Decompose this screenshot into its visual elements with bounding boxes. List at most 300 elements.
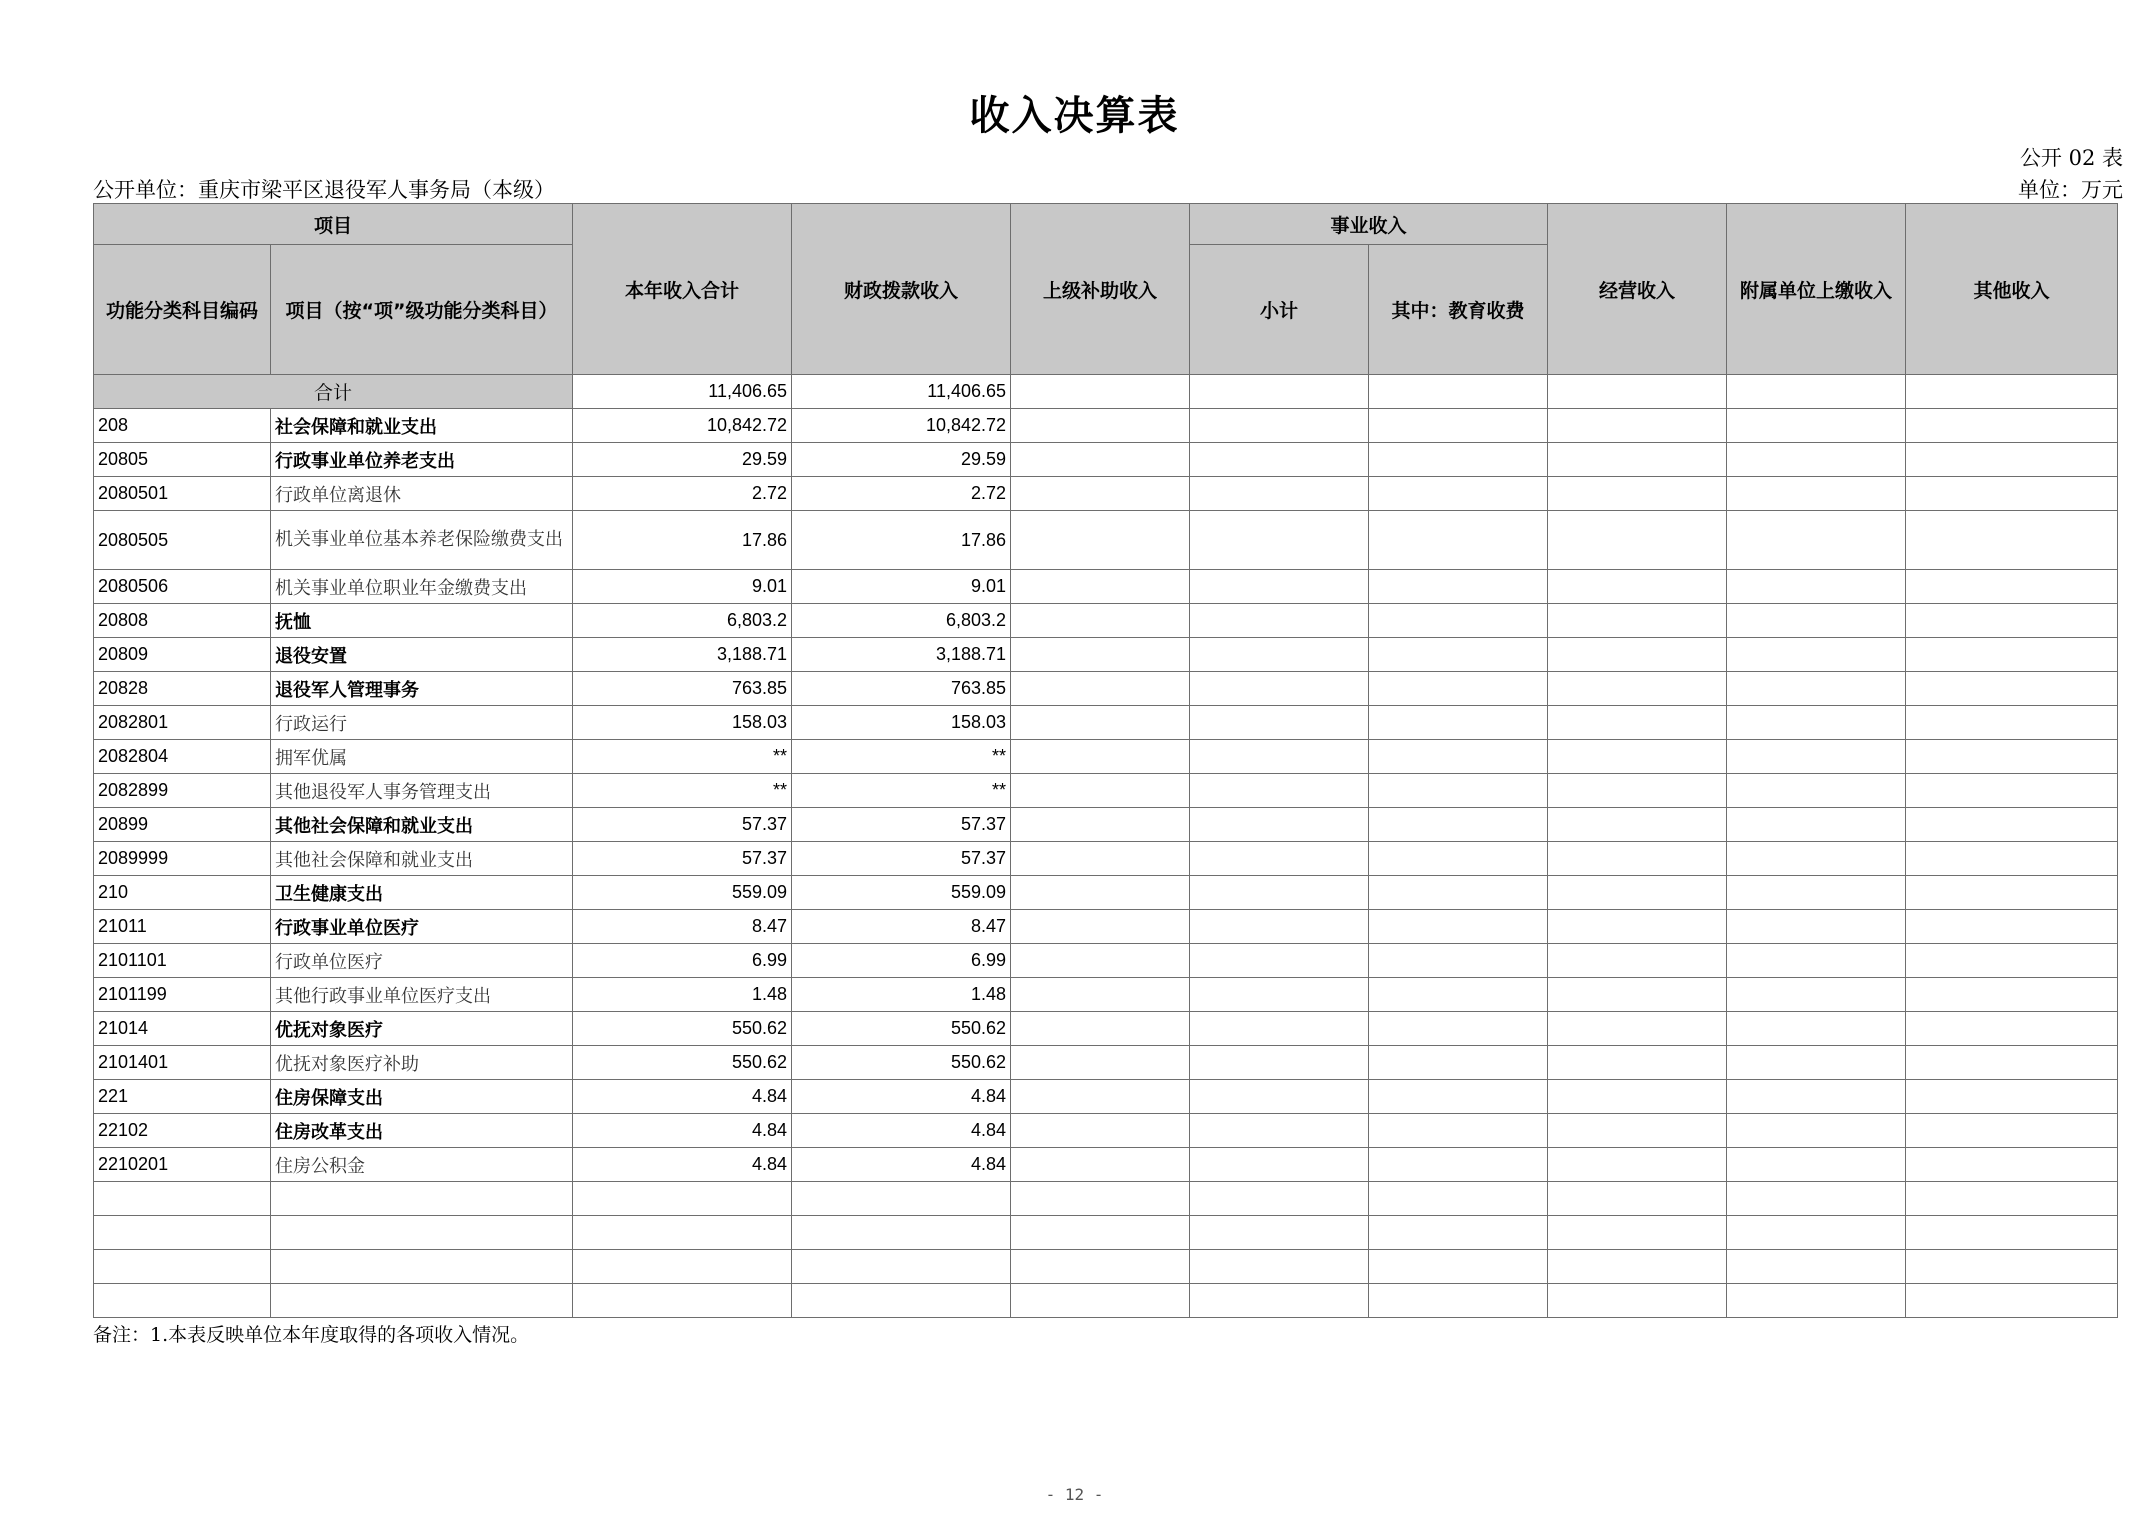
empty-cell bbox=[1548, 638, 1727, 672]
empty-cell bbox=[573, 1182, 792, 1216]
empty-cell bbox=[1011, 511, 1190, 570]
empty-cell bbox=[1369, 443, 1548, 477]
empty-cell bbox=[1190, 876, 1369, 910]
empty-cell bbox=[1011, 910, 1190, 944]
row-fiscal: 9.01 bbox=[792, 570, 1011, 604]
empty-cell bbox=[1906, 978, 2118, 1012]
empty-cell bbox=[1011, 842, 1190, 876]
empty-cell bbox=[1548, 604, 1727, 638]
empty-cell bbox=[1727, 570, 1906, 604]
row-name: 行政事业单位医疗 bbox=[271, 910, 573, 944]
row-code: 2101199 bbox=[94, 978, 271, 1012]
empty-cell bbox=[1727, 638, 1906, 672]
empty-cell bbox=[1727, 1284, 1906, 1318]
table-row bbox=[94, 511, 2118, 570]
empty-cell bbox=[1369, 706, 1548, 740]
empty-cell bbox=[1906, 774, 2118, 808]
empty-cell bbox=[1906, 570, 2118, 604]
total-label: 合计 bbox=[94, 375, 573, 409]
row-total: 3,188.71 bbox=[573, 638, 792, 672]
empty-cell bbox=[271, 1250, 573, 1284]
empty-cell bbox=[1190, 1148, 1369, 1182]
table-row bbox=[94, 672, 2118, 706]
empty-cell bbox=[1011, 443, 1190, 477]
row-code: 20808 bbox=[94, 604, 271, 638]
empty-cell bbox=[1011, 740, 1190, 774]
table-number: 公开 02 表 bbox=[2019, 146, 2123, 170]
unit-label: 单位：万元 bbox=[2018, 178, 2123, 202]
org-label: 公开单位：重庆市梁平区退役军人事务局（本级） bbox=[93, 178, 555, 202]
empty-cell bbox=[1548, 842, 1727, 876]
header-item-group: 项目 bbox=[94, 204, 573, 245]
row-code: 2082801 bbox=[94, 706, 271, 740]
row-total: 550.62 bbox=[573, 1046, 792, 1080]
empty-cell bbox=[1369, 638, 1548, 672]
page-title: 收入决算表 bbox=[969, 93, 1180, 139]
empty-cell bbox=[1548, 706, 1727, 740]
empty-cell bbox=[1548, 511, 1727, 570]
header-name: 项目（按“项”级功能分类科目） bbox=[271, 245, 573, 375]
empty-cell bbox=[1906, 1250, 2118, 1284]
table-row bbox=[94, 638, 2118, 672]
row-code: 22102 bbox=[94, 1114, 271, 1148]
row-total: 1.48 bbox=[573, 978, 792, 1012]
row-code: 2080505 bbox=[94, 511, 271, 570]
empty-cell bbox=[271, 1216, 573, 1250]
empty-cell bbox=[1548, 876, 1727, 910]
empty-cell bbox=[1906, 672, 2118, 706]
empty-cell bbox=[1727, 842, 1906, 876]
row-total: 6.99 bbox=[573, 944, 792, 978]
empty-cell bbox=[1369, 1284, 1548, 1318]
empty-cell bbox=[1369, 1080, 1548, 1114]
row-fiscal: 6,803.2 bbox=[792, 604, 1011, 638]
unit-row bbox=[93, 174, 2123, 204]
row-code: 221 bbox=[94, 1080, 271, 1114]
row-name: 卫生健康支出 bbox=[271, 876, 573, 910]
row-name: 其他社会保障和就业支出 bbox=[271, 808, 573, 842]
table-row bbox=[94, 876, 2118, 910]
row-name: 优抚对象医疗补助 bbox=[271, 1046, 573, 1080]
row-fiscal: 550.62 bbox=[792, 1046, 1011, 1080]
row-total: ** bbox=[573, 774, 792, 808]
row-name: 抚恤 bbox=[271, 604, 573, 638]
row-name: 其他退役军人事务管理支出 bbox=[271, 774, 573, 808]
empty-cell bbox=[1011, 808, 1190, 842]
empty-cell bbox=[1906, 944, 2118, 978]
row-code: 208 bbox=[94, 409, 271, 443]
empty-cell bbox=[1727, 443, 1906, 477]
row-total: 550.62 bbox=[573, 1012, 792, 1046]
table-row bbox=[94, 1114, 2118, 1148]
empty-cell bbox=[1906, 740, 2118, 774]
total-cell-total: 11,406.65 bbox=[573, 375, 792, 409]
row-fiscal: 57.37 bbox=[792, 842, 1011, 876]
header-fiscal: 财政拨款收入 bbox=[792, 204, 1011, 375]
empty-cell bbox=[1011, 1046, 1190, 1080]
row-code: 2082804 bbox=[94, 740, 271, 774]
row-total: ** bbox=[573, 740, 792, 774]
header-affiliated: 附属单位上缴收入 bbox=[1727, 204, 1906, 375]
empty-cell bbox=[94, 1182, 271, 1216]
empty-cell bbox=[1011, 672, 1190, 706]
empty-cell bbox=[1727, 1216, 1906, 1250]
row-total: 4.84 bbox=[573, 1114, 792, 1148]
empty-cell bbox=[1906, 1046, 2118, 1080]
row-name: 住房公积金 bbox=[271, 1148, 573, 1182]
row-fiscal: 3,188.71 bbox=[792, 638, 1011, 672]
table-row bbox=[94, 1012, 2118, 1046]
row-name: 退役安置 bbox=[271, 638, 573, 672]
empty-cell bbox=[1548, 1012, 1727, 1046]
empty-cell bbox=[271, 1284, 573, 1318]
empty-cell bbox=[1190, 910, 1369, 944]
header-operating: 经营收入 bbox=[1548, 204, 1727, 375]
row-fiscal: 550.62 bbox=[792, 1012, 1011, 1046]
table-row bbox=[94, 740, 2118, 774]
empty-cell bbox=[1906, 706, 2118, 740]
empty-cell bbox=[1548, 409, 1727, 443]
row-total: 158.03 bbox=[573, 706, 792, 740]
row-total: 17.86 bbox=[573, 511, 792, 570]
empty-cell bbox=[94, 1284, 271, 1318]
empty-cell bbox=[1906, 1012, 2118, 1046]
empty-cell bbox=[1548, 1284, 1727, 1318]
table-row bbox=[94, 443, 2118, 477]
empty-cell bbox=[1548, 774, 1727, 808]
empty-cell bbox=[1369, 842, 1548, 876]
empty-cell bbox=[1548, 978, 1727, 1012]
table-row bbox=[94, 604, 2118, 638]
empty-cell bbox=[94, 1216, 271, 1250]
empty-cell bbox=[1011, 570, 1190, 604]
empty-cell bbox=[1906, 443, 2118, 477]
empty-cell bbox=[1011, 706, 1190, 740]
header-other: 其他收入 bbox=[1906, 204, 2118, 375]
empty-cell bbox=[1906, 511, 2118, 570]
empty-cell bbox=[1548, 944, 1727, 978]
empty-row bbox=[94, 1216, 2118, 1250]
empty-cell bbox=[1727, 1012, 1906, 1046]
empty-cell bbox=[1727, 944, 1906, 978]
row-total: 6,803.2 bbox=[573, 604, 792, 638]
empty-cell bbox=[1190, 1250, 1369, 1284]
empty-cell bbox=[1727, 1182, 1906, 1216]
empty-cell bbox=[1190, 774, 1369, 808]
empty-cell bbox=[94, 1250, 271, 1284]
row-total: 559.09 bbox=[573, 876, 792, 910]
empty-cell bbox=[1011, 1182, 1190, 1216]
empty-cell bbox=[1727, 1148, 1906, 1182]
empty-cell bbox=[1190, 706, 1369, 740]
empty-cell bbox=[1548, 375, 1727, 409]
row-fiscal: 559.09 bbox=[792, 876, 1011, 910]
table-row bbox=[94, 706, 2118, 740]
row-fiscal: 1.48 bbox=[792, 978, 1011, 1012]
empty-cell bbox=[1190, 443, 1369, 477]
empty-cell bbox=[1906, 1216, 2118, 1250]
empty-cell bbox=[1727, 910, 1906, 944]
row-name: 住房保障支出 bbox=[271, 1080, 573, 1114]
empty-cell bbox=[1727, 511, 1906, 570]
empty-cell bbox=[1548, 570, 1727, 604]
empty-cell bbox=[1548, 1080, 1727, 1114]
empty-cell bbox=[1011, 1080, 1190, 1114]
row-name: 行政单位医疗 bbox=[271, 944, 573, 978]
empty-cell bbox=[1906, 1148, 2118, 1182]
row-fiscal: 4.84 bbox=[792, 1080, 1011, 1114]
empty-cell bbox=[1369, 876, 1548, 910]
row-fiscal: 8.47 bbox=[792, 910, 1011, 944]
empty-cell bbox=[1190, 409, 1369, 443]
row-fiscal: 4.84 bbox=[792, 1114, 1011, 1148]
row-name: 其他社会保障和就业支出 bbox=[271, 842, 573, 876]
empty-cell bbox=[1548, 477, 1727, 511]
table-row bbox=[94, 570, 2118, 604]
empty-cell bbox=[1548, 672, 1727, 706]
empty-cell bbox=[1727, 1114, 1906, 1148]
table-row bbox=[94, 808, 2118, 842]
empty-cell bbox=[573, 1216, 792, 1250]
header-code: 功能分类科目编码 bbox=[94, 245, 271, 375]
empty-cell bbox=[1369, 477, 1548, 511]
table-row bbox=[94, 978, 2118, 1012]
empty-cell bbox=[1190, 1012, 1369, 1046]
empty-cell bbox=[1011, 375, 1190, 409]
empty-cell bbox=[1548, 1148, 1727, 1182]
header-subtotal: 小计 bbox=[1190, 245, 1369, 375]
row-name: 退役军人管理事务 bbox=[271, 672, 573, 706]
empty-cell bbox=[1190, 1080, 1369, 1114]
empty-cell bbox=[1906, 910, 2118, 944]
empty-cell bbox=[1190, 1284, 1369, 1318]
empty-cell bbox=[1369, 1114, 1548, 1148]
empty-cell bbox=[1548, 808, 1727, 842]
empty-cell bbox=[1906, 1114, 2118, 1148]
empty-cell bbox=[1011, 1284, 1190, 1318]
empty-cell bbox=[1906, 375, 2118, 409]
empty-cell bbox=[1011, 1012, 1190, 1046]
empty-cell bbox=[1727, 740, 1906, 774]
empty-cell bbox=[1548, 1046, 1727, 1080]
row-code: 20809 bbox=[94, 638, 271, 672]
empty-cell bbox=[271, 1182, 573, 1216]
empty-cell bbox=[1727, 672, 1906, 706]
empty-cell bbox=[1906, 1284, 2118, 1318]
empty-cell bbox=[1369, 910, 1548, 944]
empty-cell bbox=[1369, 1216, 1548, 1250]
empty-cell bbox=[1369, 1182, 1548, 1216]
empty-cell bbox=[1011, 944, 1190, 978]
empty-cell bbox=[1906, 808, 2118, 842]
empty-cell bbox=[1369, 1046, 1548, 1080]
empty-cell bbox=[1727, 604, 1906, 638]
page-number: - 12 - bbox=[1045, 1485, 1104, 1504]
row-fiscal: 6.99 bbox=[792, 944, 1011, 978]
row-code: 2089999 bbox=[94, 842, 271, 876]
empty-cell bbox=[1011, 774, 1190, 808]
row-name: 社会保障和就业支出 bbox=[271, 409, 573, 443]
row-total: 29.59 bbox=[573, 443, 792, 477]
empty-cell bbox=[792, 1182, 1011, 1216]
row-code: 2082899 bbox=[94, 774, 271, 808]
table-row bbox=[94, 910, 2118, 944]
row-code: 2210201 bbox=[94, 1148, 271, 1182]
empty-row bbox=[94, 1250, 2118, 1284]
empty-cell bbox=[1369, 978, 1548, 1012]
empty-cell bbox=[1548, 1216, 1727, 1250]
row-name: 行政事业单位养老支出 bbox=[271, 443, 573, 477]
empty-cell bbox=[1906, 409, 2118, 443]
empty-cell bbox=[1727, 706, 1906, 740]
empty-cell bbox=[1727, 808, 1906, 842]
empty-cell bbox=[1190, 1114, 1369, 1148]
empty-cell bbox=[1011, 1216, 1190, 1250]
header-career-group: 事业收入 bbox=[1190, 204, 1548, 245]
table-row bbox=[94, 842, 2118, 876]
row-total: 57.37 bbox=[573, 842, 792, 876]
row-total: 4.84 bbox=[573, 1148, 792, 1182]
empty-cell bbox=[1190, 604, 1369, 638]
row-total: 10,842.72 bbox=[573, 409, 792, 443]
row-name: 行政单位离退休 bbox=[271, 477, 573, 511]
empty-cell bbox=[1190, 740, 1369, 774]
header-education: 其中：教育收费 bbox=[1369, 245, 1548, 375]
row-name: 优抚对象医疗 bbox=[271, 1012, 573, 1046]
empty-cell bbox=[1190, 1046, 1369, 1080]
empty-cell bbox=[1906, 1080, 2118, 1114]
empty-cell bbox=[1548, 740, 1727, 774]
table-row bbox=[94, 1148, 2118, 1182]
empty-cell bbox=[1011, 1250, 1190, 1284]
row-total: 8.47 bbox=[573, 910, 792, 944]
empty-cell bbox=[1011, 409, 1190, 443]
empty-cell bbox=[1190, 978, 1369, 1012]
row-code: 20828 bbox=[94, 672, 271, 706]
empty-cell bbox=[1011, 978, 1190, 1012]
empty-cell bbox=[1011, 638, 1190, 672]
empty-cell bbox=[1011, 876, 1190, 910]
table-row bbox=[94, 477, 2118, 511]
row-name: 机关事业单位基本养老保险缴费支出 bbox=[271, 511, 573, 570]
empty-cell bbox=[1727, 1250, 1906, 1284]
row-code: 2101401 bbox=[94, 1046, 271, 1080]
empty-cell bbox=[1727, 774, 1906, 808]
row-code: 21014 bbox=[94, 1012, 271, 1046]
empty-cell bbox=[1906, 842, 2118, 876]
table-row bbox=[94, 944, 2118, 978]
empty-cell bbox=[1190, 672, 1369, 706]
row-code: 20805 bbox=[94, 443, 271, 477]
empty-cell bbox=[1190, 944, 1369, 978]
empty-cell bbox=[792, 1284, 1011, 1318]
empty-cell bbox=[1011, 477, 1190, 511]
empty-cell bbox=[1369, 1012, 1548, 1046]
empty-cell bbox=[1190, 638, 1369, 672]
row-total: 763.85 bbox=[573, 672, 792, 706]
empty-cell bbox=[1369, 944, 1548, 978]
empty-cell bbox=[1369, 375, 1548, 409]
empty-cell bbox=[1906, 1182, 2118, 1216]
row-fiscal: ** bbox=[792, 740, 1011, 774]
row-code: 210 bbox=[94, 876, 271, 910]
empty-cell bbox=[1190, 808, 1369, 842]
income-table bbox=[93, 203, 2118, 1318]
row-fiscal: 763.85 bbox=[792, 672, 1011, 706]
empty-cell bbox=[1906, 638, 2118, 672]
row-fiscal: 17.86 bbox=[792, 511, 1011, 570]
empty-cell bbox=[1548, 1250, 1727, 1284]
row-total: 2.72 bbox=[573, 477, 792, 511]
table-row bbox=[94, 1080, 2118, 1114]
empty-row bbox=[94, 1182, 2118, 1216]
empty-cell bbox=[1190, 842, 1369, 876]
empty-cell bbox=[1369, 672, 1548, 706]
row-name: 拥军优属 bbox=[271, 740, 573, 774]
empty-cell bbox=[1190, 511, 1369, 570]
row-fiscal: 57.37 bbox=[792, 808, 1011, 842]
empty-cell bbox=[1190, 477, 1369, 511]
empty-cell bbox=[573, 1284, 792, 1318]
empty-cell bbox=[1369, 774, 1548, 808]
empty-cell bbox=[1906, 604, 2118, 638]
empty-cell bbox=[1727, 978, 1906, 1012]
row-name: 行政运行 bbox=[271, 706, 573, 740]
row-total: 57.37 bbox=[573, 808, 792, 842]
empty-cell bbox=[1369, 604, 1548, 638]
total-cell-fiscal: 11,406.65 bbox=[792, 375, 1011, 409]
empty-cell bbox=[1369, 740, 1548, 774]
row-fiscal: 4.84 bbox=[792, 1148, 1011, 1182]
empty-cell bbox=[1727, 1080, 1906, 1114]
footnote: 备注：1.本表反映单位本年度取得的各项收入情况。 bbox=[93, 1324, 530, 1346]
row-fiscal: ** bbox=[792, 774, 1011, 808]
row-code: 20899 bbox=[94, 808, 271, 842]
empty-cell bbox=[1190, 1182, 1369, 1216]
empty-cell bbox=[573, 1250, 792, 1284]
empty-cell bbox=[1548, 910, 1727, 944]
row-code: 2080506 bbox=[94, 570, 271, 604]
empty-cell bbox=[1011, 604, 1190, 638]
header-total: 本年收入合计 bbox=[573, 204, 792, 375]
empty-cell bbox=[1190, 1216, 1369, 1250]
empty-cell bbox=[1548, 443, 1727, 477]
row-fiscal: 10,842.72 bbox=[792, 409, 1011, 443]
empty-cell bbox=[1727, 409, 1906, 443]
empty-cell bbox=[1548, 1182, 1727, 1216]
empty-cell bbox=[1906, 876, 2118, 910]
empty-cell bbox=[1011, 1114, 1190, 1148]
empty-cell bbox=[1369, 409, 1548, 443]
empty-cell bbox=[1369, 1250, 1548, 1284]
empty-cell bbox=[1727, 477, 1906, 511]
empty-cell bbox=[1369, 808, 1548, 842]
empty-row bbox=[94, 1284, 2118, 1318]
empty-cell bbox=[1190, 570, 1369, 604]
header-superior: 上级补助收入 bbox=[1011, 204, 1190, 375]
table-row bbox=[94, 1046, 2118, 1080]
row-total: 9.01 bbox=[573, 570, 792, 604]
empty-cell bbox=[1548, 1114, 1727, 1148]
empty-cell bbox=[1190, 375, 1369, 409]
row-name: 住房改革支出 bbox=[271, 1114, 573, 1148]
empty-cell bbox=[792, 1250, 1011, 1284]
row-name: 其他行政事业单位医疗支出 bbox=[271, 978, 573, 1012]
empty-cell bbox=[1369, 511, 1548, 570]
empty-cell bbox=[1727, 375, 1906, 409]
row-code: 2101101 bbox=[94, 944, 271, 978]
row-total: 4.84 bbox=[573, 1080, 792, 1114]
